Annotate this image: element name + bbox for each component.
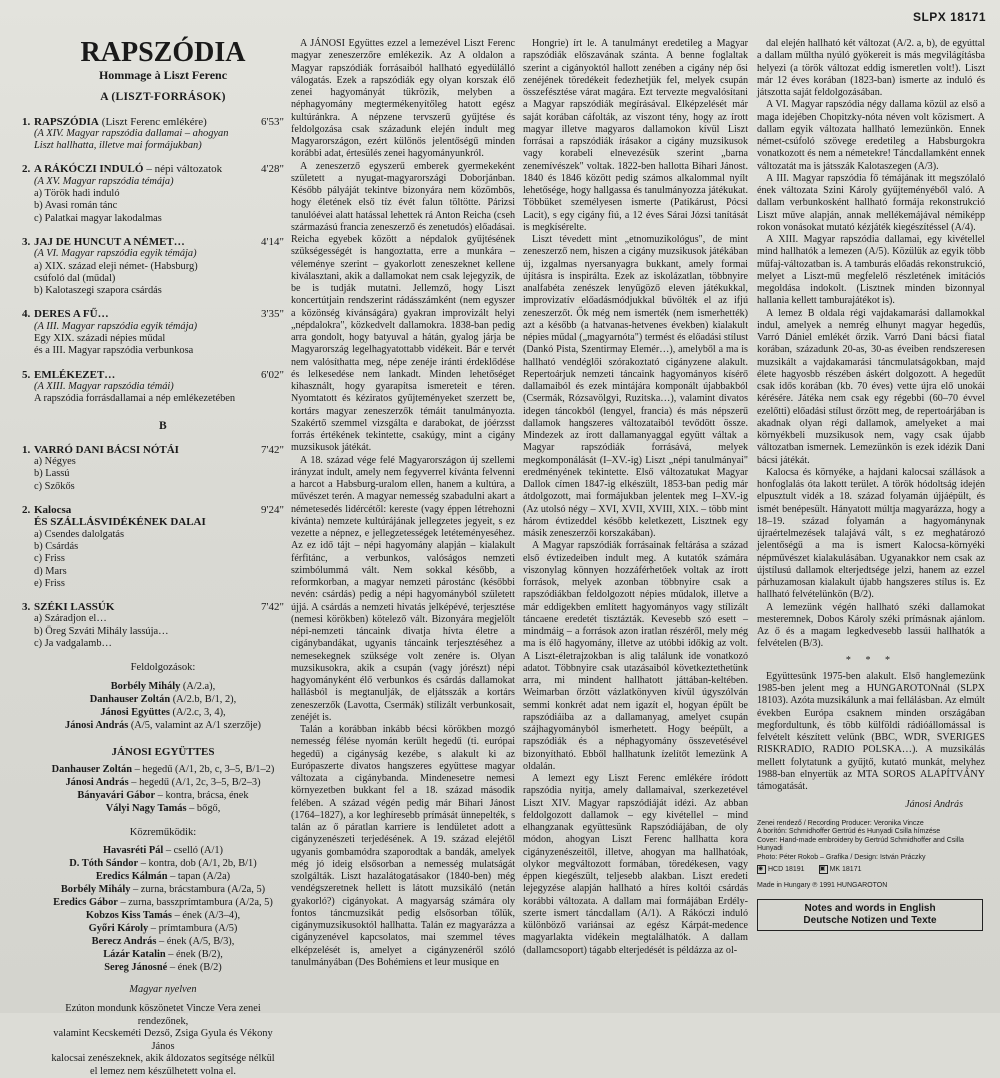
track xyxy=(22,116,284,153)
notes-box-line: Notes and words in English xyxy=(804,903,936,915)
side-b-tracks xyxy=(22,444,284,650)
track-title: A RÁKÓCZI INDULÓ xyxy=(34,163,144,176)
thanks-line: el lemez nem készülhetett volna el. xyxy=(90,1065,236,1077)
copyright: Made in Hungary ℗ 1991 HUNGAROTON xyxy=(757,882,888,890)
author-signature: Jánosi András xyxy=(905,799,963,811)
track-part: a) Csendes dalolgatás xyxy=(34,528,125,540)
credit-role: – ének (B/2), xyxy=(165,949,223,961)
track-part: c) Friss xyxy=(34,553,65,565)
track-title: EMLÉKEZET… xyxy=(34,368,116,381)
contributors-list xyxy=(22,844,284,974)
track-note: Liszt hallhatta, illetve mai formájukban) xyxy=(34,140,202,152)
essay-paragraph: Kalocsa és környéke, a hajdani kalocsai szállások a honfoglalás óta lakott terület. A török hódoltság idején elpusztult vidék a 18. század folyamán újjáépült, és ismét benépesült. Hányatott múltja magyarázza, hogy a 18–19. század folyamán a hagyománynak újraértelmezések talajává vált, s ez meghatározó jelentőségű a ma is ismert Kalocsa-környéki népművészet kialakulásában. Ugyanakkor nem csak az újstílusú dallamok elterjedtsége jelzi, hanem az ezzel párhuzamosan kialakult újabb hangszeres stílus is. Ez hallható felvételünkön (B/2). xyxy=(757,466,985,601)
essay-paragraph: A 18. század vége felé Magyarországon új szellemi irányzat indult, amely nem fegyverrel kívánta felvenni a harcot a Habsburg-uralom ellen, hanem a kultúra, a művészet terén. A magyar nemesség szabadulni akart a németesedés lidércétől: kereste (vagy éppen létrehozni kívánta) nemzete kultúrájának jellegzetes jegyeit, s ez vezette a népnez, e jellegzetességek letéteményeséhez. Az ez idő tájt – népi hagyomány alapján – kialakult férfitánc, a verbunkos, valóságos nemzeti szimbólummá vált. Nem sokkal később, a reformkorban, a magyar nemzeti párostánc (későbbi nevén: csárdás) pedig a népi hagyományból született újjá. A csárdás a nemzeti hivatás jelképévé, terjesztése (nemesi körökben) kötelező vált. Bizonyára megjelölt népi-nemzeti táncaink divatja hívta életre a cigánybandákat, ugyanis táncaink terjesztéséhez a nemesekegnek szüksége volt zenére is. Olyan muzsikusokra, akik a csupán (vagy jórészt) népi hagyományként élő verbunkos és csárdás dallamokat hallásból is megtanulják, de eljátsszák a kortárs zeneszerzők (Lavotta, Csermák) stílizált verbunkosait, zenéjét is. xyxy=(291,454,515,723)
credit-line xyxy=(42,870,284,883)
track-duration: 6'02" xyxy=(261,368,284,381)
format-item xyxy=(757,865,805,874)
essay-paragraph: A lemez B oldala régi vajdakamarási dallamokkal indul, amelyek a nemrég elhunyt magyar hegedűs, Varró Dániel emlékét őrzik. Varró Dani bácsi fiatal korában, századunk 20-as, 30-as éveiben rendszeresen muzsikált a vajdakamarási táncmulatságokban, majd élete hagyosbb részében áskért dolgozott. A hegedűt csak idős korában (kb. 70 éves) vette újra elő unokái kérésére. Játéka nem csak egy régebbi (60–70 évvel ezelőtti) előadási stílust őrzött meg, de repertoárjában is akadnak olyan régi dallamok, amelyeket a mai környékbeli muzsikusok nem, vagy csak újabb változatban ismernek. Lemezünkön is ezek idézik Dani bácsi játékát. xyxy=(757,307,985,466)
track-part: c) Ja vadgalamb… xyxy=(34,637,112,649)
credit-name: Kobzos Kiss Tamás xyxy=(85,910,172,922)
essay-paragraph: Talán a korábban inkább bécsi körökben mozgó nemesség félése nyomán került hegedű (ti. európai hegedű) a cigányság kezébe, s alakult ki az Európaszerte divatos hangszeres együttese magyar változata a cigánybanda. Mindenesetre nemesi környezetben bukkant fel a 18. század második felében. A század végén pedig már Bihari Jánost (1764–1827), a kor leghíresebb prímását ünnepelték, s talán az ő páratlan karriere is lendületet adott a cigányzenészeti terjedésének. A 19. század elejétől ugyanis gombamódra szaporodtak a bandák, amelyek még jó ideig elsősorban a nemesség mulatságát szolgálták. Liszt hazalátogatásakor (1840-ben) még vendégszeretnek hellett is látott muzsikáló (netán gyakorló?) cigányokat. A magyarság számára oly fontos táncmuzsikát pedig elsősorban tőlük, cigánymuzsikusoktól hallhatta. Talán ez magyarázza a cigányzenével kapcsolatos, mai szemmel téves elképzelését is, amelyet a cigányzenéről szóló tanulmányában (Des Bohémiens et leur musique en xyxy=(291,724,515,968)
essay-paragraph: dal elején hallható két változat (A/2. a, b), de egyúttal a dallam műltha nyúló gyökereit is más megvilágításba helyezi (a török változat eddig ismeretlen volt!). Liszt már 12 éves korában (1823-ban) ismerte az induló és játszotta saját feldolgozásában. xyxy=(757,38,985,98)
format-logo-icon: ▣ xyxy=(819,865,828,874)
track-number: 2. xyxy=(22,163,31,176)
credit-small-line: Hunyadi xyxy=(757,845,783,853)
credit-name: Borbély Mihály xyxy=(110,680,181,692)
credit-role: (A/5, valamint az A/1 szerzője) xyxy=(128,719,261,731)
track-note: (A XIII. Magyar rapszódia témái) xyxy=(34,380,174,392)
credit-role: – ének (B/2) xyxy=(167,962,222,974)
credit-role: – kontra, brácsa, ének xyxy=(155,789,249,801)
track-number-spacer xyxy=(22,516,34,528)
track-title-group xyxy=(22,308,109,320)
credit-name: Sereg Jánosné xyxy=(104,962,168,974)
track-duration: 4'14" xyxy=(261,235,284,248)
track xyxy=(22,504,284,590)
collectors-list xyxy=(22,680,284,732)
credit-name: Győri Károly xyxy=(88,923,149,935)
track-title: SZÉKI LASSÚK xyxy=(34,601,115,614)
track-part: a) XIX. század eleji német- (Habsburg) xyxy=(34,260,198,272)
track-title-group xyxy=(22,504,71,516)
credit-line xyxy=(42,961,284,974)
essay-column-2 xyxy=(523,38,748,957)
track-title: Kalocsa xyxy=(34,504,72,517)
track-title-row xyxy=(22,236,284,248)
credit-name: Bányavári Gábor xyxy=(77,789,156,801)
track-title-row xyxy=(22,163,284,175)
section-divider: * * * xyxy=(845,654,897,666)
track-number: 3. xyxy=(22,235,31,248)
track-part: Egy XIX. századi népies műdal xyxy=(34,333,166,345)
format-list xyxy=(757,865,985,874)
essay-paragraph: A zeneszerző egyszerű emberek gyermekeként született a nyugat-magyarországi Doborjánban. Később pályáját tekintve bizonyára nem közömbös, hogy életének első tíz évét falun töltötte. Párizsi tanulóévei alatt hatással lehettek rá Anton Reicha (cseh származású francia zeneszerző és zenetudós) előadásai. Reicha egyebek között a népdalok gyűjtésének szükségességét is hangoztatta, erre a munkára – véleménye szerint – gyakorlott zeneszeknet kellene kiválasztani, akik a dallamokat nem csak lejegyzik, de be is tudják mutatni. Jellemző, hogy Liszt koncertútjain rendszerint rádásszámként (nem egyszer a közönség kívánságára) gyakran improvizált helyi „népdalokra", közkedvelt dallamokra. 1838-ban pedig arra gondolt, hogy batyuval a hátán, gyalog járja be Magyarország legelhagyatottabb vidékeit. Bár e tervét nem valósíthatta meg, népe zenéje iránti érdeklődése és lelkesedése nem lankadt. Minden lehetőséget kihasznált, hogy gyarapítsa ismereteit e téren. Nyomtatott és kéziratos gyűjteményeket szerzett be, kortárs magyar zeneszerzők témáit tanulmányozta. Szakértő szemmel vizsgálta e darabokat, de jóérzsst forrás értékének tekintette, csakúgy, mint a cigány muzsikusok játékát. xyxy=(291,160,515,454)
track-part: d) Mars xyxy=(34,565,67,577)
track-part: b) Öreg Szváti Mihály lassúja… xyxy=(34,625,169,637)
credit-name: Borbély Mihály xyxy=(60,884,131,896)
track-note: (A VI. Magyar rapszódia egyik témája) xyxy=(34,248,197,260)
track-title-row xyxy=(22,444,284,456)
track-part: a) Török hadi induló xyxy=(34,188,120,200)
credit-role: – zurna, brácstambura (A/2a, 5) xyxy=(130,884,266,896)
credit-role: – tapan (A/2a) xyxy=(167,871,231,883)
essay-paragraph: A VI. Magyar rapszódia négy dallama közül az első a maga idejében Chopitzky-nóta néven volt közismert. A dallam egyik változata hallható lemezünkön. Ennek német-csúfoló szövege eredetileg a Habsburgokra vonatkozott és nem a németekre! Táncdallamként ennek változatát ma is játsszák Kalotaszegen (A/3). xyxy=(757,99,985,172)
credit-name: Havasréti Pál xyxy=(102,845,164,857)
credit-line xyxy=(42,935,284,948)
production-credits xyxy=(757,820,985,863)
track-number: 5. xyxy=(22,368,31,381)
side-a-heading: A (LISZT-FORRÁSOK) xyxy=(100,91,226,104)
credit-name: Eredics Kálmán xyxy=(95,871,168,883)
format-label: MK 18171 xyxy=(829,865,862,873)
credit-name: Jánosi András xyxy=(65,719,129,731)
thanks-line: valamint Kecskeméti Dezső, Zsiga Gyula és Vékony János xyxy=(53,1028,273,1052)
credit-name: Vályi Nagy Tamás xyxy=(105,802,187,814)
track-part: a) Száradjon el… xyxy=(34,613,107,625)
credit-role: – ének (A/5, B/3), xyxy=(156,936,235,948)
album-title: RAPSZÓDIA xyxy=(80,37,246,68)
ensemble-note: Együttesünk 1975-ben alakult. Első hanglemezünk 1985-ben jelent meg a HUNGAROTONnál (SLPX 18103). Azóta muzsikálunk a mai fellálásban. Az elmúlt években Európa csaknem minden országában megfordultunk, és több külföldi rádióállomással is felvételt készített velünk (BBC, WDR, SVERIGES RISKRADIO, RADIO POLSKA…). A muzsikálás mellett folytatunk a gyűjtő, kutató munkát, melyhez 1988-ban elnyertük az MTA SOROS ALAPÍTVÁNY támogatását. xyxy=(757,670,985,792)
tracklist-column xyxy=(22,38,284,1078)
track-duration: 7'42" xyxy=(261,601,284,614)
track-title-group xyxy=(22,163,222,175)
track-title-row xyxy=(22,116,284,128)
credit-small-line: Zenei rendező / Recording Producer: Veronika Vincze xyxy=(757,819,924,827)
credit-role: – cselló (A/1) xyxy=(163,845,224,857)
track-title-row xyxy=(22,601,284,613)
track-number: 2. xyxy=(22,504,31,517)
essay-paragraph: A XIII. Magyar rapszódia dallamai, egy kivétellel mind hallhatók a lemezen (A/5). Közülük az egyik több műfaj-változatban is. A tamburás előadás rekonstrukció, melyet a Liszt-mű megfelelő részletének imitációs megoldása indokolt. (Lisztnek minden bizonnyal hallania kellett tamburajátékot is). xyxy=(757,234,985,307)
track-part: c) Palatkai magyar lakodalmas xyxy=(34,212,162,224)
track-title-group xyxy=(22,236,185,248)
track-duration: 3'35" xyxy=(261,308,284,321)
credit-small-line: A borítón: Schmidhoffer Gertrúd és Hunyadi Csilla hímzése xyxy=(757,828,941,836)
track-title-group xyxy=(22,369,115,381)
credit-line xyxy=(42,883,284,896)
credit-name: Eredics Gábor xyxy=(53,897,118,909)
track-number: 4. xyxy=(22,308,31,321)
track-title: JAJ DE HUNCUT A NÉMET… xyxy=(34,235,185,248)
track-number: 1. xyxy=(22,115,31,128)
essay-paragraph: A Magyar rapszódiák forrásainak feltárása a század első évtizedeiben indult meg. A kutatók számára viszonylag könnyen hozzáférhetőek voltak az írott források, melyek azonban többnyire csak a rapszódiákban feldolgozott népies műdalok, illetve a már eddigekben említett hagyományos vagy stílizált táncaene eredetét tisztázták. Kevesebb szó esett – mindmáig – a források azon iratlan részéről, mely még ma is élő hagyomány, illetve az utóbbi időkig az volt. A Liszt-életrajzokban is alig találunk ide vonatkozó adatot. Többnyire csak utazásaiból következtethetünk arra, mi mindent hallhatott játtában-keltében. Weimarban őrzött vázlatkönyven kívül úgyszólván semmi konkrét adat nem igazít el, hogyan épült be rapszódiáiba az a dallamanyag, amelyet csupán szájhagyományból ismerhetett. Hogy beépült, a rapszódiák és a néphagyomány összevetésével bizonyítható. Ebből hallhatunk ízelítőt lemezünk A oldalán. xyxy=(523,540,748,772)
credit-line xyxy=(42,948,284,961)
side-a-tracks xyxy=(22,116,284,406)
track-duration: 7'42" xyxy=(261,443,284,456)
essay-column-3-text xyxy=(757,38,985,651)
credit-line xyxy=(42,706,284,719)
essay-paragraph: A lemezt egy Liszt Ferenc emlékére íródott rapszódia nyitja, amely dallamaival, szerkezetével Liszt XIV. Magyar rapszódiáját idézi. Az abban feldolgozott dallamok – egy kivétellel – mind elhangzanak együttesünk Rapszódiájában, de oly módon, ahogyan Liszt Ferenc hallhatta kora cigányzenészeitől, illetve, ahogyan ma hallhatóak, olykor megváltozott formában, töredékesen, vagy éppen kiegészült, teljesebb alakban. Liszt eredeti lejegyzése alapján hallható a híres koltói csárdás korábbi változata. A dallam mai formájában Erdély-szerte ismert táncdallam (A/1). A Rákóczi induló különböző variánsai az egész Kárpát-medence magyarlakta vidékein megtalálhatók. A dallam (dallamcsoport) tágabb elterjedését is példázza az ol- xyxy=(523,773,748,956)
credit-role: (A/2.a), xyxy=(180,680,216,692)
track-note: (A XIV. Magyar rapszódia dallamai – ahogyan xyxy=(34,127,229,139)
credit-line xyxy=(42,922,284,935)
credit-role: – bőgő, xyxy=(186,802,221,814)
credit-role: (A/2.c, 3, 4), xyxy=(169,706,226,718)
track-title-group xyxy=(22,444,179,456)
track-title-row xyxy=(22,308,284,320)
track xyxy=(22,308,284,357)
credit-role: – hegedű (A/1, 2c, 3–5, B/2–3) xyxy=(128,776,261,788)
credit-role: – hegedű (A/1, 2b, c, 3–5, B/1–2) xyxy=(132,763,275,775)
track-part: és a III. Magyar rapszódia verbunkosa xyxy=(34,345,194,357)
track xyxy=(22,601,284,650)
track-part: e) Friss xyxy=(34,577,65,589)
track-part: b) Lassú xyxy=(34,468,70,480)
credit-line xyxy=(42,802,284,815)
ensemble-heading: JÁNOSI EGYÜTTES xyxy=(111,745,215,758)
format-label: HCD 18191 xyxy=(768,865,805,873)
credit-line xyxy=(42,693,284,706)
track-part: b) Kalotaszegi szapora csárdás xyxy=(34,285,162,297)
essay-paragraph: A JÁNOSI Együttes ezzel a lemezével Liszt Ferenc magyar zeneszerzőre emlékezik. Az A oldalon a Magyar rapszódiák forrásaiból hallható egyedülálló válogatás. Ezek a rapszódiák egy olyan korszak élő zenei hagyományát tükrözik, melyben a néphagyomány megtermékenyítőleg hatott egész kultúránkra. A népzene tervszerű gyűjtése és feldolgozása csak századunk elején indult meg Magyarországon, ezért különös jelentőségű minden korábbi adat, értesülés zenei hagyományunkról. xyxy=(291,38,515,160)
credit-line xyxy=(42,909,284,922)
track-part: b) Csárdás xyxy=(34,540,79,552)
track xyxy=(22,369,284,406)
track-title-row xyxy=(22,369,284,381)
credit-small-line: Photo: Péter Rokob – Grafika / Design: István Práczky xyxy=(757,853,926,861)
track-duration: 4'28" xyxy=(261,163,284,176)
thanks-note xyxy=(42,1003,284,1078)
track-title-group xyxy=(22,601,114,613)
track xyxy=(22,163,284,224)
catalog-number: SLPX 18171 xyxy=(912,10,986,24)
track-subtitle: (Liszt Ferenc emlékére) xyxy=(101,115,207,128)
contributors-heading: Közreműködik: xyxy=(129,826,197,838)
track-title: VARRÓ DANI BÁCSI NÓTÁI xyxy=(34,443,179,456)
notes-box xyxy=(757,899,983,931)
essay-paragraph: Hongrie) írt le. A tanulmányt eredetileg a Magyar rapszódiák előszavának szánta. A benne foglaltak szerint a cigányoktól hallott zenében a cigány nép ősi zenéjének töredékeit fedezhetjük fel, melyek csupán összefésztése várat magára. Ezt tervezte megvalósítani a Magyar rapszódiák megírásával. Elképzelését már saját korában cáfolták, az viszont tény, hogy az írott magyar illetve magyaros dallamokon kívül Liszt forrásai a rapszódiák írásakor a cigány muzsikusok vagy korabeli elnevezésük szerint „barna zenemívészek" voltak. 1822-ben hallotta Bihari Jánost. 1840 és 1846 között pedig számos alkalommal nyílt lehetősége, hogy hallgassa és tanulmányozza játékukat. Többüket személyesen ismerte (Patikárust, Pócsi Lacit), s egy cigány fiú, a 12 éves Sárai Józsi tanítását is megkísérelte. xyxy=(523,38,748,233)
language-note: Magyar nyelven xyxy=(129,984,197,996)
essay-paragraph: Liszt tévedett mint „etnomuzikológus", de mint zeneszerző nem, hiszen a cigány muzsikusok játékában új, izgalmas nyersanyagra bukkant, amely formai újításra is inspirálta. Ezek az iskolázatlan, többnyire analfabéta zenészek lenyűgöző eleven játékukkal, improvizatív előadásmódjukkal bűvölték el az ifjú zeneszerzőt. Ők még nem ismerték (nem ismerhették) azt a később (a hatvanas-hetvenes években) kialakult népies műdal („magyarnóta") termést és előadási stílust (Dankó Pista, Szentirmay Elemér…), amelyből a ma is hallható vendéglői szórakoztató cigányzene alakult. Repertoárjuk nemzeti táncaink hagyományos kísérő dallamaiból és ezek mintájára komponált újabbakból (Csermák, Rózsavölgyi, Ruzitska…), valamint divatos idegen táncokból (lengyel, francia) és más népszerű dallamok hangszeres változataiból tevődött össze. Mindezek az írott dallamanyaggal együtt váltak a Magyar rapszódiák forrásává, melyek megkomponálását (I–XV.-ig) Liszt „népi tanulmányai" eredményének tekintette. Első változatukat Magyar Dallok címen 1847-ig elkészült, 1853-ban pedig már átdolgozott, mai formájukban jelentek meg I–XV.-ig (Az utolsó négy – XVI, XVII, XVIII, XIX. – több mint három évtizeddel később keletkezett, Lisztnek egy másik zeneszerzői korszakában). xyxy=(523,234,748,539)
track-title: RAPSZÓDIA xyxy=(34,115,99,128)
credit-name: D. Tóth Sándor xyxy=(69,858,139,870)
track-title-continued: ÉS SZÁLLÁSVIDÉKÉNEK DALAI xyxy=(34,516,206,529)
notes-box-line: Deutsche Notizen und Texte xyxy=(803,915,937,927)
credit-small-line: Cover: Hand-made embroidery by Gertrúd Schmidhoffer and Csilla xyxy=(757,836,964,844)
credit-name: Berecz András xyxy=(91,936,157,948)
collectors-heading: Feldolgozások: xyxy=(130,662,196,674)
track-part: c) Szőkős xyxy=(34,480,75,492)
credit-role: – kontra, dob (A/1, 2b, B/1) xyxy=(138,858,257,870)
album-subtitle: Hommage à Liszt Ferenc xyxy=(98,68,228,82)
track-part: A rapszódia forrásdallamai a nép emlékezetében xyxy=(34,393,236,405)
credit-line xyxy=(42,763,284,776)
essay-column-3 xyxy=(757,38,985,931)
credit-line xyxy=(42,680,284,693)
essay-paragraph: A III. Magyar rapszódia fő témájának itt megszólaló ének változata Szini Károly gyűjteményéből való. A dallam verbunkosként hallható formája rekonstrukció Liszt műve alapján, annak mellékemájával némiképp rokon vonásokat mutató kézjáték kiegészítéssel (A/4). xyxy=(757,172,985,233)
side-b-heading: B xyxy=(159,419,167,432)
track xyxy=(22,444,284,493)
credit-role: – zurna, basszprímtambura (A/2a, 5) xyxy=(117,897,273,909)
track-part: a) Négyes xyxy=(34,456,76,468)
credit-role: (A/2.b, B/1, 2), xyxy=(170,693,237,705)
credit-line xyxy=(42,857,284,870)
track-duration: 9'24" xyxy=(261,504,284,517)
credit-name: Danhauser Zoltán xyxy=(89,693,171,705)
credit-line xyxy=(42,896,284,909)
track-title-group xyxy=(22,516,206,528)
credit-line xyxy=(42,719,284,732)
credit-name: Jánosi András xyxy=(65,776,129,788)
essay-paragraph: A lemezünk végén hallható széki dallamokat mesteremnek, Dobos Károly széki prímásnak ajánlom. Az ő és a magam legkedvesebb lassúi hallhatók a felvételen (B/3). xyxy=(757,601,985,650)
credit-line xyxy=(42,789,284,802)
track-title-group xyxy=(22,116,207,128)
thanks-line: kalocsai zenészeknek, akik áldozatos segítsége nélkül xyxy=(51,1053,275,1065)
credit-name: Jánosi Együttes xyxy=(100,706,170,718)
track-duration: 6'53" xyxy=(261,115,284,128)
credit-role: – prímtambura (A/5) xyxy=(148,923,238,935)
format-item xyxy=(819,865,862,874)
track-note: (A III. Magyar rapszódia egyik témája) xyxy=(34,320,198,332)
track-subtitle: – népi változatok xyxy=(146,163,223,176)
track-part: b) Avasi román tánc xyxy=(34,200,118,212)
credit-name: Danhauser Zoltán xyxy=(51,763,133,775)
track-number: 3. xyxy=(22,601,31,614)
thanks-line: Ezúton mondunk köszönetet Vincze Vera zenei rendezőnek, xyxy=(65,1003,261,1027)
credit-role: – ének (A/3–4), xyxy=(171,910,241,922)
track-title-row-2 xyxy=(22,516,284,528)
credit-line xyxy=(42,844,284,857)
track-title: DERES A FŰ… xyxy=(34,308,109,321)
track-title-row xyxy=(22,504,284,516)
track xyxy=(22,236,284,297)
track-note: (A XV. Magyar rapszódia témája) xyxy=(34,175,174,187)
credit-line xyxy=(42,776,284,789)
track-part: csúfoló dal (műdal) xyxy=(34,272,116,284)
format-logo-icon: ◉ xyxy=(757,865,766,874)
track-number: 1. xyxy=(22,443,31,456)
credit-name: Lázár Katalin xyxy=(103,949,166,961)
essay-column-1 xyxy=(291,38,515,969)
ensemble-list xyxy=(22,763,284,815)
